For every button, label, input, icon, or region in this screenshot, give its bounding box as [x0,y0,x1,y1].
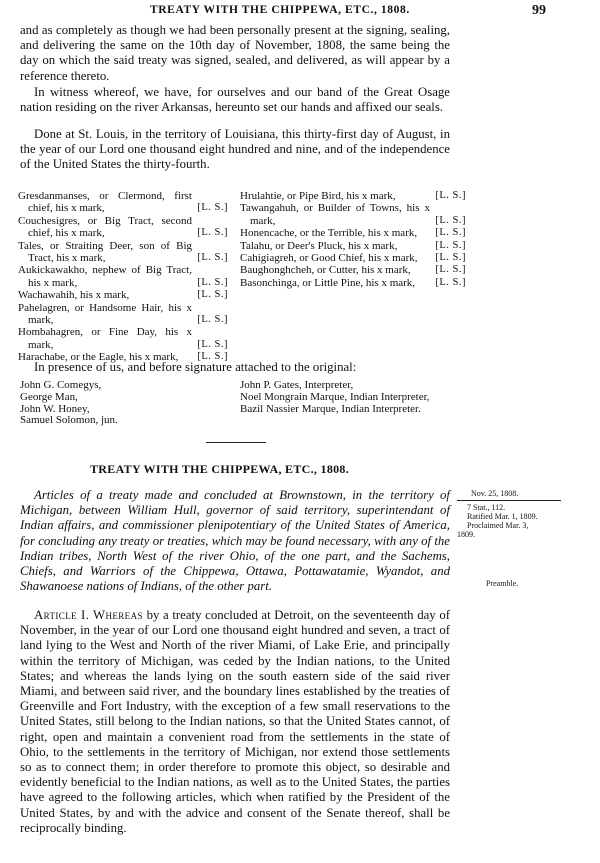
witness: Samuel Solomon, jun. [20,414,118,427]
signatory: Aukickawakho, nephew of Big Tract, his x mark, [L. S.] [18,264,228,289]
signatory: Gresdanmanses, or Clermond, first chief, his x mark, [L. S.] [18,190,228,215]
signatures-block [18,190,466,364]
signatures-right-column [240,190,466,289]
signatory: Couchesigres, or Big Tract, second chief, his x mark, [L. S.] [18,214,228,240]
article-1-text [20,608,450,836]
done-at-paragraph [20,127,450,173]
signatory: Tales, or Straiting Deer, son of Big Tract, his x mark, [L. S.] [18,239,228,265]
seal-mark: [L. S.] [197,314,228,326]
treaty-heading: TREATY WITH THE CHIPPEWA, ETC., 1808. [90,462,350,476]
seal-mark: [L. S.] [197,338,228,350]
signatory: Tawangahuh, or Builder of Towns, his x mark, [L. S.] [240,202,466,227]
signatory: Wachawahih, his x mark, [L. S.] [18,289,228,302]
signatory: Hrulahtie, or Pipe Bird, his x mark, [L. S.] [240,190,466,202]
section-divider [206,442,266,443]
witness: John G. Comegys, [20,379,102,391]
signatory: Talahu, or Deer's Pluck, his x mark, [L. S.] [240,239,466,252]
paragraph-text: In witness whereof, we have, for ourselves and our band of the Great Osage nation residing on the river Arkansas, hereunto set our hands and affixed our seals. [20,85,450,115]
presence-statement: In presence of us, and before signature attached to the original: [34,360,357,374]
witness-paragraph [20,85,450,115]
margin-date: Nov. 25, 1808. [471,489,519,498]
margin-divider [457,500,561,501]
signatory: Cahigiagreh, or Good Chief, his x mark, [L. S.] [240,252,466,265]
article-body: by a treaty concluded at Detroit, on the seventeenth day of November, in the year of our Lord one thousand eight hundred and seven, a tract of land lying to the West and North of the river Miami, of Lake Erie, and principally within the territory of Michigan, was ceded by the Indian nations, to the United States; and whereas the lands lying on the south eastern side of the said river Miami, and between said river, and the boundary lines established by the treaties of Greenville and Fort Industry, with the exception of a few small reservations to the United States, still belong to the Indian nations, so that the United States cannot, of right, open and maintain a convenient road from the settlements in the state of Ohio, to the settlements in the territory of Michigan, nor extend those settlements so as to connect them; in order therefore to promote this object, so desirable and evidently beneficial to the Indian nations, as well as to the United States, the parties have agreed to the following articles, which when ratified by the President of the United States, by and with the advice and consent of the Senate thereof, shall be reciprocally binding. [20,608,451,835]
margin-statute-ref: 7 Stat., 112. [467,503,506,512]
signatory: Baughonghcheh, or Cutter, his x mark, [L. S.] [240,264,466,277]
witness: John P. Gates, Interpreter, [240,379,354,391]
seal-mark: [L. S.] [197,252,228,264]
preamble-text: Articles of a treaty made and concluded at Brownstown, in the territory of Michigan, between William Hull, governor of said territory, superintendant of Indian affairs, and commissioner plenipotentiary of the United States of America, for concluding any treaty or treaties, which may be found necessary, with any of the Indian tribes, North West of the river Ohio, of the one part, and the Sachems, Chiefs, and Warriors of the Chippewa, Ottawa, Pottawatamie, Wyandot, and Shawanoese nations of Indians, of the other part. [20,488,450,594]
seal-mark: [L. S.] [197,289,228,301]
seal-mark: [L. S.] [435,252,466,264]
seal-mark: [L. S.] [197,276,228,288]
seal-mark: [L. S.] [435,276,466,288]
signatory: Basonchinga, or Little Pine, his x mark, [L. S.] [240,276,466,289]
seal-mark: [L. S.] [435,190,466,201]
witness: John W. Honey, [20,402,90,415]
article-1 [20,608,450,836]
margin-preamble: Preamble. [486,579,519,588]
page-number: 99 [532,3,546,18]
running-title: TREATY WITH THE CHIPPEWA, ETC., 1808. [150,4,410,16]
article-label: Article I. [34,608,90,622]
whereas-word: Whereas [93,608,143,622]
seal-mark: [L. S.] [197,202,228,214]
witnesses-right-column [240,380,455,415]
margin-proclaimed-year: 1809. [457,530,475,539]
paragraph-text: Done at St. Louis, in the territory of Louisiana, this thirty-first day of August, in the year of our Lord one thousand eight hundred and nine, and of the independence of the United States the thirty-fourth. [20,127,450,172]
signatory: Honencache, or the Terrible, his x mark, [L. S.] [240,227,466,240]
signatures-left-column [18,190,228,364]
margin-ratified: Ratified Mar. 1, 1809. [467,512,538,521]
seal-mark: [L. S.] [435,227,466,239]
signatory: Harachabe, or the Eagle, his x mark, [L. S.] [18,351,228,364]
witnesses-block [20,380,450,430]
running-head [0,4,600,20]
witness: George Man, [20,390,78,403]
seal-mark: [L. S.] [435,264,466,276]
witness: Bazil Nassier Marque, Indian Interpreter. [240,402,421,415]
signatory: Hombahagren, or Fine Day, his x mark, [L. S.] [18,326,228,351]
witnesses-left-column [20,380,220,427]
seal-mark: [L. S.] [197,351,228,363]
witness: Noel Mongrain Marque, Indian Interpreter, [240,390,430,403]
seal-mark: [L. S.] [435,214,466,226]
paragraph-text: and as completely as though we had been personally present at the signing, sealing, and delivering the same on the 10th day of November, 1808, the same being the day on which the said treaty was signed, sealed, and delivered, as will appear by a reference thereto. [20,23,450,83]
closing-paragraph [20,23,450,84]
signatory: Pahelagren, or Handsome Hair, his x mark, [L. S.] [18,301,228,327]
seal-mark: [L. S.] [197,227,228,239]
margin-proclaimed: Proclaimed Mar. 3, [467,521,529,530]
seal-mark: [L. S.] [435,239,466,251]
